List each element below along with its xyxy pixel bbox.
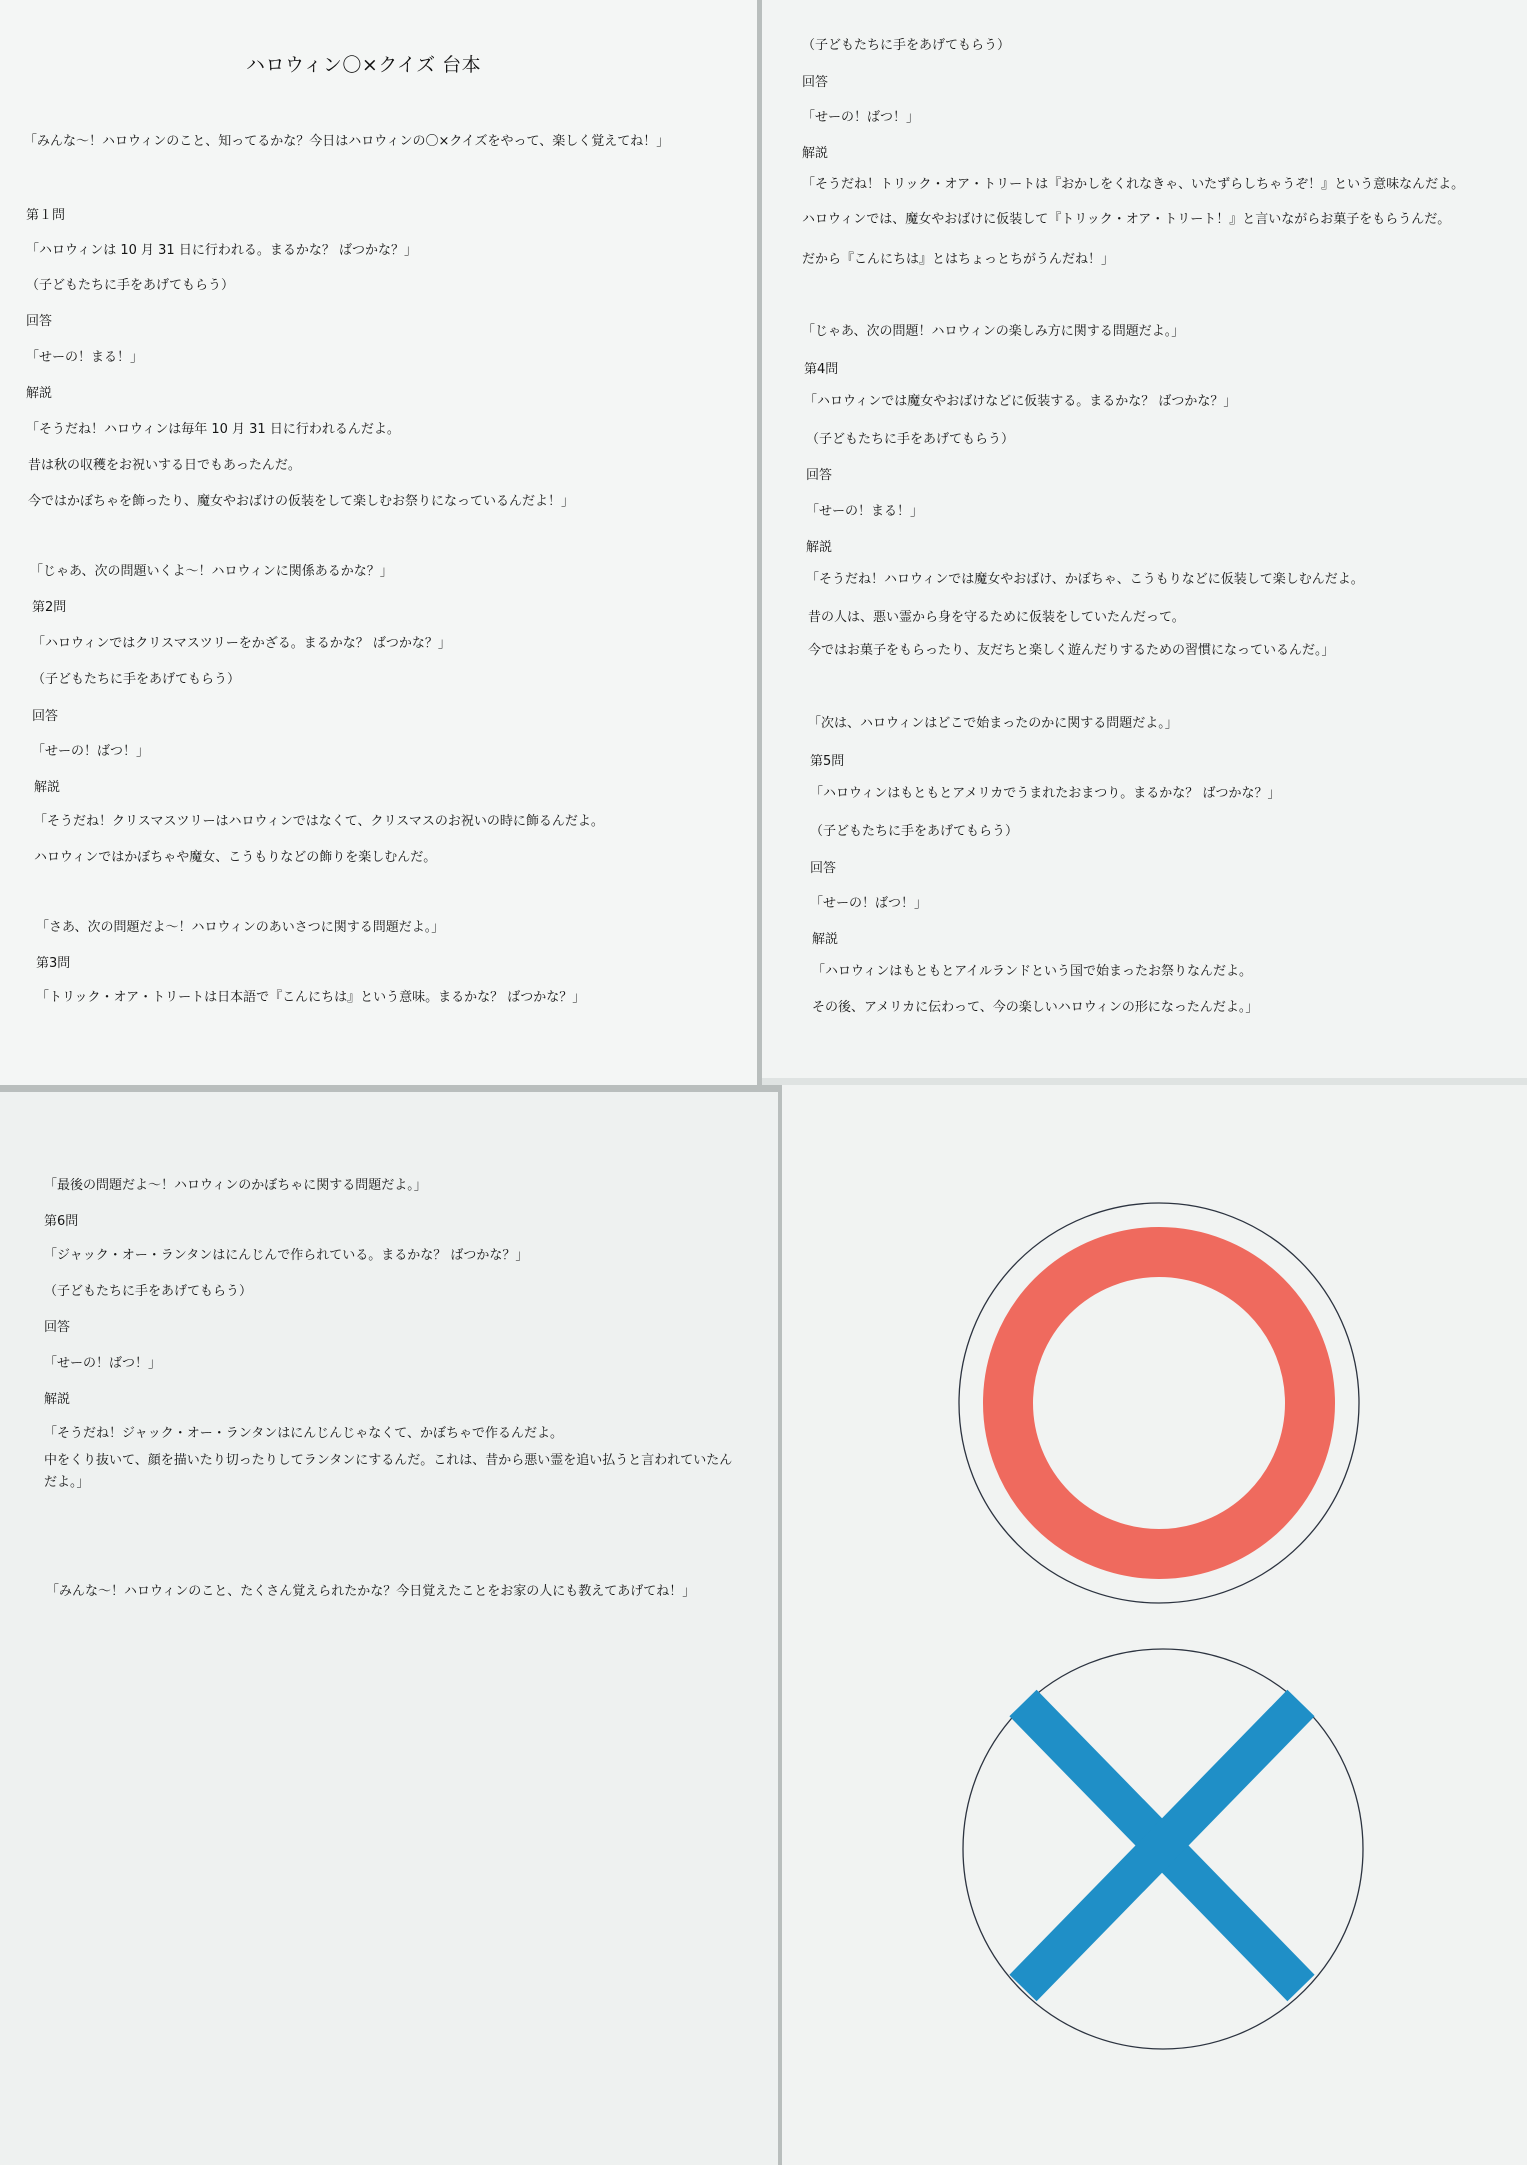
explanation-text: 今ではかぼちゃを飾ったり、魔女やおばけの仮装をして楽しむお祭りになっているんだよ！」 bbox=[28, 494, 575, 509]
explanation-text: だから『こんにちは』とはちょっとちがうんだね！」 bbox=[802, 252, 1115, 267]
explanation-text: 「そうだね！トリック・オア・トリートは『おかしをくれなきゃ、いたずらしちゃうぞ！』という意味なんだよ。 bbox=[802, 177, 1465, 192]
script-page-1 bbox=[0, 0, 757, 1085]
answer-text: 「せーの！ばつ！」 bbox=[802, 110, 920, 125]
explanation-text: その後、アメリカに伝わって、今の楽しいハロウィンの形になったんだよ。」 bbox=[812, 1000, 1259, 1015]
transition-line: 「じゃあ、次の問題！ハロウィンの楽しみ方に関する問題だよ。」 bbox=[802, 324, 1185, 339]
question-number: 第2問 bbox=[32, 600, 67, 615]
stage-direction: （子どもたちに手をあげてもらう） bbox=[810, 824, 1019, 839]
explanation-heading: 解説 bbox=[44, 1392, 71, 1407]
explanation-text: 中をくり抜いて、顔を描いたり切ったりしてランタンにするんだ。これは、昔から悪い霊を追い払うと言われていたんだよ。」 bbox=[44, 1453, 733, 1490]
question-text: 「ジャック・オー・ランタンはにんじんで作られている。まるかな？ ばつかな？」 bbox=[44, 1248, 529, 1263]
explanation-text: ハロウィンではかぼちゃや魔女、こうもりなどの飾りを楽しむんだ。 bbox=[34, 850, 437, 865]
page-title: ハロウィン〇×クイズ 台本 bbox=[246, 54, 482, 76]
answer-heading: 回答 bbox=[44, 1320, 71, 1335]
explanation-heading: 解説 bbox=[26, 386, 53, 401]
answer-text: 「せーの！ばつ！」 bbox=[32, 744, 150, 759]
intro-line: 「みんな～！ハロウィンのこと、知ってるかな？今日はハロウィンの〇×クイズをやって、楽しく覚えてね！」 bbox=[24, 134, 670, 149]
question-number: 第5問 bbox=[810, 754, 845, 769]
explanation-heading: 解説 bbox=[802, 146, 829, 161]
stage-direction: （子どもたちに手をあげてもらう） bbox=[806, 432, 1015, 447]
maru-circle-icon bbox=[959, 1203, 1359, 1603]
explanation-text: 「そうだね！ジャック・オー・ランタンはにんじんじゃなくて、かぼちゃで作るんだよ。 bbox=[44, 1426, 563, 1441]
explanation-text: 「そうだね！ハロウィンは毎年 10 月 31 日に行われるんだよ。 bbox=[26, 422, 400, 437]
question-number: 第3問 bbox=[36, 956, 71, 971]
batsu-cross-icon bbox=[963, 1649, 1363, 2049]
stage-direction: （子どもたちに手をあげてもらう） bbox=[802, 38, 1011, 53]
question-number: 第6問 bbox=[44, 1214, 79, 1229]
question-number: 第4問 bbox=[804, 362, 839, 377]
explanation-heading: 解説 bbox=[806, 540, 833, 555]
explanation-text: 今ではお菓子をもらったり、友だちと楽しく遊んだりするための習慣になっているんだ。」 bbox=[808, 643, 1335, 658]
answer-text: 「せーの！ばつ！」 bbox=[44, 1356, 162, 1371]
answer-text: 「せーの！まる！」 bbox=[806, 504, 924, 519]
stage-direction: （子どもたちに手をあげてもらう） bbox=[32, 672, 241, 687]
closing-line: 「みんな～！ハロウィンのこと、たくさん覚えられたかな？今日覚えたことをお家の人にも教えてあげてね！」 bbox=[46, 1584, 696, 1599]
explanation-text: 「ハロウィンはもともとアイルランドという国で始まったお祭りなんだよ。 bbox=[812, 964, 1253, 979]
answer-heading: 回答 bbox=[26, 314, 53, 329]
question-text: 「ハロウィンでは魔女やおばけなどに仮装する。まるかな？ ばつかな？」 bbox=[804, 394, 1237, 409]
answer-heading: 回答 bbox=[32, 709, 59, 724]
transition-line: 「じゃあ、次の問題いくよ～！ハロウィンに関係あるかな？」 bbox=[30, 564, 393, 579]
answer-text: 「せーの！ばつ！」 bbox=[810, 896, 928, 911]
explanation-text: 「そうだね！ハロウィンでは魔女やおばけ、かぼちゃ、こうもりなどに仮装して楽しむんだよ。 bbox=[806, 572, 1364, 587]
transition-line: 「さあ、次の問題だよ～！ハロウィンのあいさつに関する問題だよ。」 bbox=[36, 920, 445, 935]
transition-line: 「次は、ハロウィンはどこで始まったのかに関する問題だよ。」 bbox=[808, 716, 1178, 731]
explanation-heading: 解説 bbox=[34, 780, 61, 795]
script-page-2 bbox=[762, 0, 1527, 1078]
explanation-text: 昔は秋の収穫をお祝いする日でもあったんだ。 bbox=[28, 458, 301, 473]
stage-direction: （子どもたちに手をあげてもらう） bbox=[26, 278, 235, 293]
question-text: 「トリック・オア・トリートは日本語で『こんにちは』という意味。まるかな？ ばつかな？」 bbox=[36, 990, 586, 1005]
question-text: 「ハロウィンは 10 月 31 日に行われる。まるかな？ ばつかな？」 bbox=[26, 243, 417, 258]
answer-heading: 回答 bbox=[806, 468, 833, 483]
transition-line: 「最後の問題だよ～！ハロウィンのかぼちゃに関する問題だよ。」 bbox=[44, 1178, 427, 1193]
answer-heading: 回答 bbox=[802, 75, 829, 90]
question-text: 「ハロウィンはもともとアメリカでうまれたおまつり。まるかな？ ばつかな？」 bbox=[810, 786, 1281, 801]
explanation-text: 「そうだね！クリスマスツリーはハロウィンではなくて、クリスマスのお祝いの時に飾るんだよ。 bbox=[34, 814, 604, 829]
explanation-text: ハロウィンでは、魔女やおばけに仮装して『トリック・オア・トリート！』と言いながらお菓子をもらうんだ。 bbox=[802, 212, 1451, 227]
stage-direction: （子どもたちに手をあげてもらう） bbox=[44, 1284, 253, 1299]
maru-batsu-cards bbox=[782, 1085, 1527, 2165]
question-number: 第１問 bbox=[26, 208, 66, 223]
explanation-text: 昔の人は、悪い霊から身を守るために仮装をしていたんだって。 bbox=[808, 610, 1185, 625]
answer-text: 「せーの！まる！」 bbox=[26, 350, 144, 365]
question-text: 「ハロウィンではクリスマスツリーをかざる。まるかな？ ばつかな？」 bbox=[32, 636, 451, 651]
answer-heading: 回答 bbox=[810, 861, 837, 876]
script-page-3 bbox=[0, 1092, 778, 2165]
quiz-marks bbox=[782, 1085, 1527, 2165]
explanation-heading: 解説 bbox=[812, 932, 839, 947]
